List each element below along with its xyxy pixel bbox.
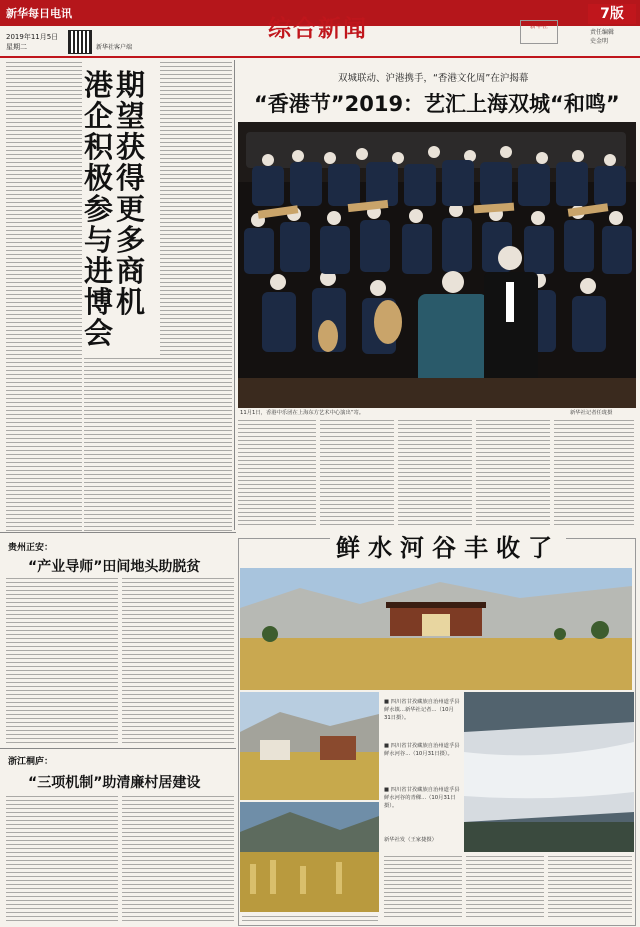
orchestra-caption: 11月1日，香港中乐团在上海东方艺术中心演出“寄。	[240, 410, 365, 416]
valley-body-col-2	[466, 856, 544, 920]
orchestra-illustration	[238, 122, 636, 408]
valley-photo-village[interactable]	[240, 692, 379, 800]
page-number-badge: 7版	[588, 4, 636, 24]
qr-code-icon[interactable]	[68, 30, 92, 54]
paper-name: 新华每日电讯	[6, 7, 72, 20]
valley-body-col-3	[548, 856, 632, 920]
festival-body-col-3	[398, 420, 472, 526]
lead-body-col-3	[160, 62, 232, 356]
editor-label: 责任编辑	[590, 29, 615, 36]
section-divider-2	[0, 748, 236, 749]
zhejiang-body-col-2	[122, 796, 234, 924]
zhejiang-headline: “三项机制”助清廉村居建设	[28, 775, 201, 791]
festival-body-col-1	[238, 420, 316, 526]
lead-headline-right: 期望获得更多商机	[116, 68, 146, 319]
orchestra-credit: 新华社记者任珑摄	[570, 410, 613, 416]
guizhou-body-col-2	[122, 578, 234, 744]
qr-label: 新华社客户端	[96, 44, 133, 51]
date-block	[6, 32, 58, 52]
valley-illustration-field	[240, 802, 379, 912]
zhejiang-region: 浙江桐庐：	[8, 757, 54, 767]
valley-caption-2: ■ 四川省甘孜藏族自治州道孚县鲜水河谷...（10月31日摄）。	[384, 743, 460, 757]
lead-headline-left: 港企积极参与进博会	[84, 68, 114, 350]
logo-text: 新华社	[529, 23, 548, 30]
issue-date: 2019年11月5日	[6, 33, 59, 41]
valley-body-col-1	[384, 856, 462, 920]
valley-illustration-village	[240, 692, 379, 800]
valley-credit: 新华社发（王家捷摄）	[384, 837, 437, 843]
valley-caption-1: ■ 四川省甘孜藏族自治州道孚县鲜水镇...新华社记者...（10月31日摄）。	[384, 699, 460, 721]
lead-body-col-1	[6, 62, 82, 532]
valley-body-foot	[242, 916, 378, 922]
valley-caption-3: ■ 四川省甘孜藏族自治州道孚县鲜水河谷的青稞...（10月31日摄）。	[384, 787, 460, 809]
zhejiang-body-col-1	[6, 796, 118, 924]
section-divider	[0, 532, 236, 533]
festival-title: “香港节”2019：艺汇上海双城“和鸣”	[254, 92, 620, 116]
editor-name: 史金明	[590, 38, 609, 45]
valley-title: 鲜水河谷丰收了	[330, 528, 566, 563]
header-rule	[0, 56, 640, 58]
orchestra-photo[interactable]	[238, 122, 636, 408]
festival-subtitle: 双城联动、沪港携手，“香港文化周”在沪揭幕	[338, 73, 529, 84]
lead-body-col-2	[84, 358, 232, 532]
valley-photo-field[interactable]	[240, 802, 379, 912]
issue-weekday: 星期二	[6, 43, 27, 51]
guizhou-region: 贵州正安：	[8, 543, 54, 553]
column-divider	[234, 60, 235, 530]
editor-credits	[590, 28, 614, 46]
festival-body-col-5	[554, 420, 634, 526]
guizhou-body-col-1	[6, 578, 118, 744]
valley-illustration-river	[464, 692, 634, 852]
festival-body-col-2	[320, 420, 394, 526]
section-title: 综合新闻	[268, 16, 368, 42]
xinhua-logo	[520, 20, 558, 44]
valley-photo-river[interactable]	[464, 692, 634, 852]
valley-illustration-main	[240, 568, 632, 690]
guizhou-headline: “产业导师”田间地头助脱贫	[28, 559, 201, 575]
valley-photo-main[interactable]	[240, 568, 632, 690]
festival-body-col-4	[476, 420, 550, 526]
